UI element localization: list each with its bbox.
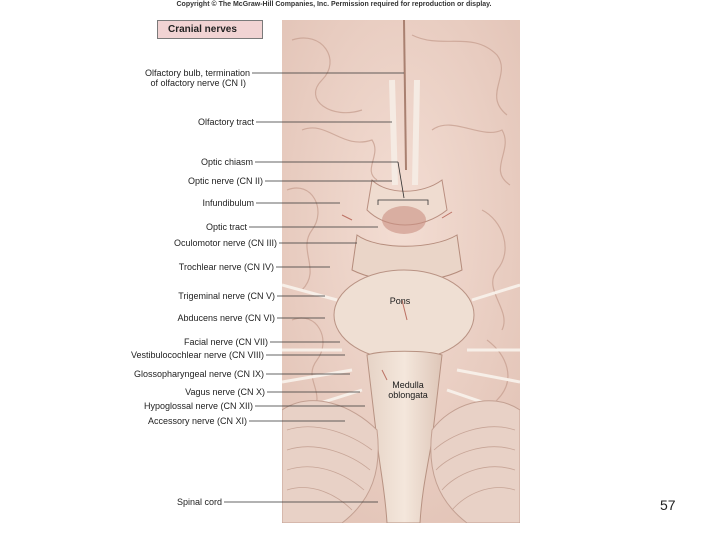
label-trigeminal-nerve: Trigeminal nerve (CN V) <box>178 291 275 301</box>
label-vagus-nerve: Vagus nerve (CN X) <box>185 387 265 397</box>
brain-inferior-view-photo <box>282 20 520 523</box>
figure-title: Cranial nerves <box>157 20 263 39</box>
label-olfactory-tract: Olfactory tract <box>197 117 254 127</box>
label-hypoglossal-nerve: Hypoglossal nerve (CN XII) <box>143 401 253 411</box>
label-optic-nerve: Optic nerve (CN II) <box>187 176 263 186</box>
copyright-notice: Copyright © The McGraw-Hill Companies, Inc. Permission required for reproduction or display. <box>176 1 492 8</box>
label-infundibulum: Infundibulum <box>202 198 254 208</box>
label-optic-tract: Optic tract <box>205 222 247 232</box>
label-medulla-line1: Medulla <box>392 380 424 390</box>
label-olfactory-bulb-line1: Olfactory bulb, termination <box>144 68 250 78</box>
label-vestibulocochlear-nerve: Vestibulocochlear nerve (CN VIII) <box>130 350 264 360</box>
page-number: 57 <box>660 497 676 513</box>
label-oculomotor-nerve: Oculomotor nerve (CN III) <box>173 238 277 248</box>
label-optic-chiasm: Optic chiasm <box>200 157 253 167</box>
label-glossopharyngeal-nerve: Glossopharyngeal nerve (CN IX) <box>133 369 264 379</box>
label-pons: Pons <box>389 296 411 306</box>
label-trochlear-nerve: Trochlear nerve (CN IV) <box>178 262 274 272</box>
label-medulla-line2: oblongata <box>388 390 428 400</box>
label-olfactory-bulb-line2: of olfactory nerve (CN I) <box>150 78 246 88</box>
label-abducens-nerve: Abducens nerve (CN VI) <box>177 313 275 323</box>
label-accessory-nerve: Accessory nerve (CN XI) <box>147 416 247 426</box>
label-facial-nerve: Facial nerve (CN VII) <box>183 337 268 347</box>
label-spinal-cord: Spinal cord <box>176 497 222 507</box>
